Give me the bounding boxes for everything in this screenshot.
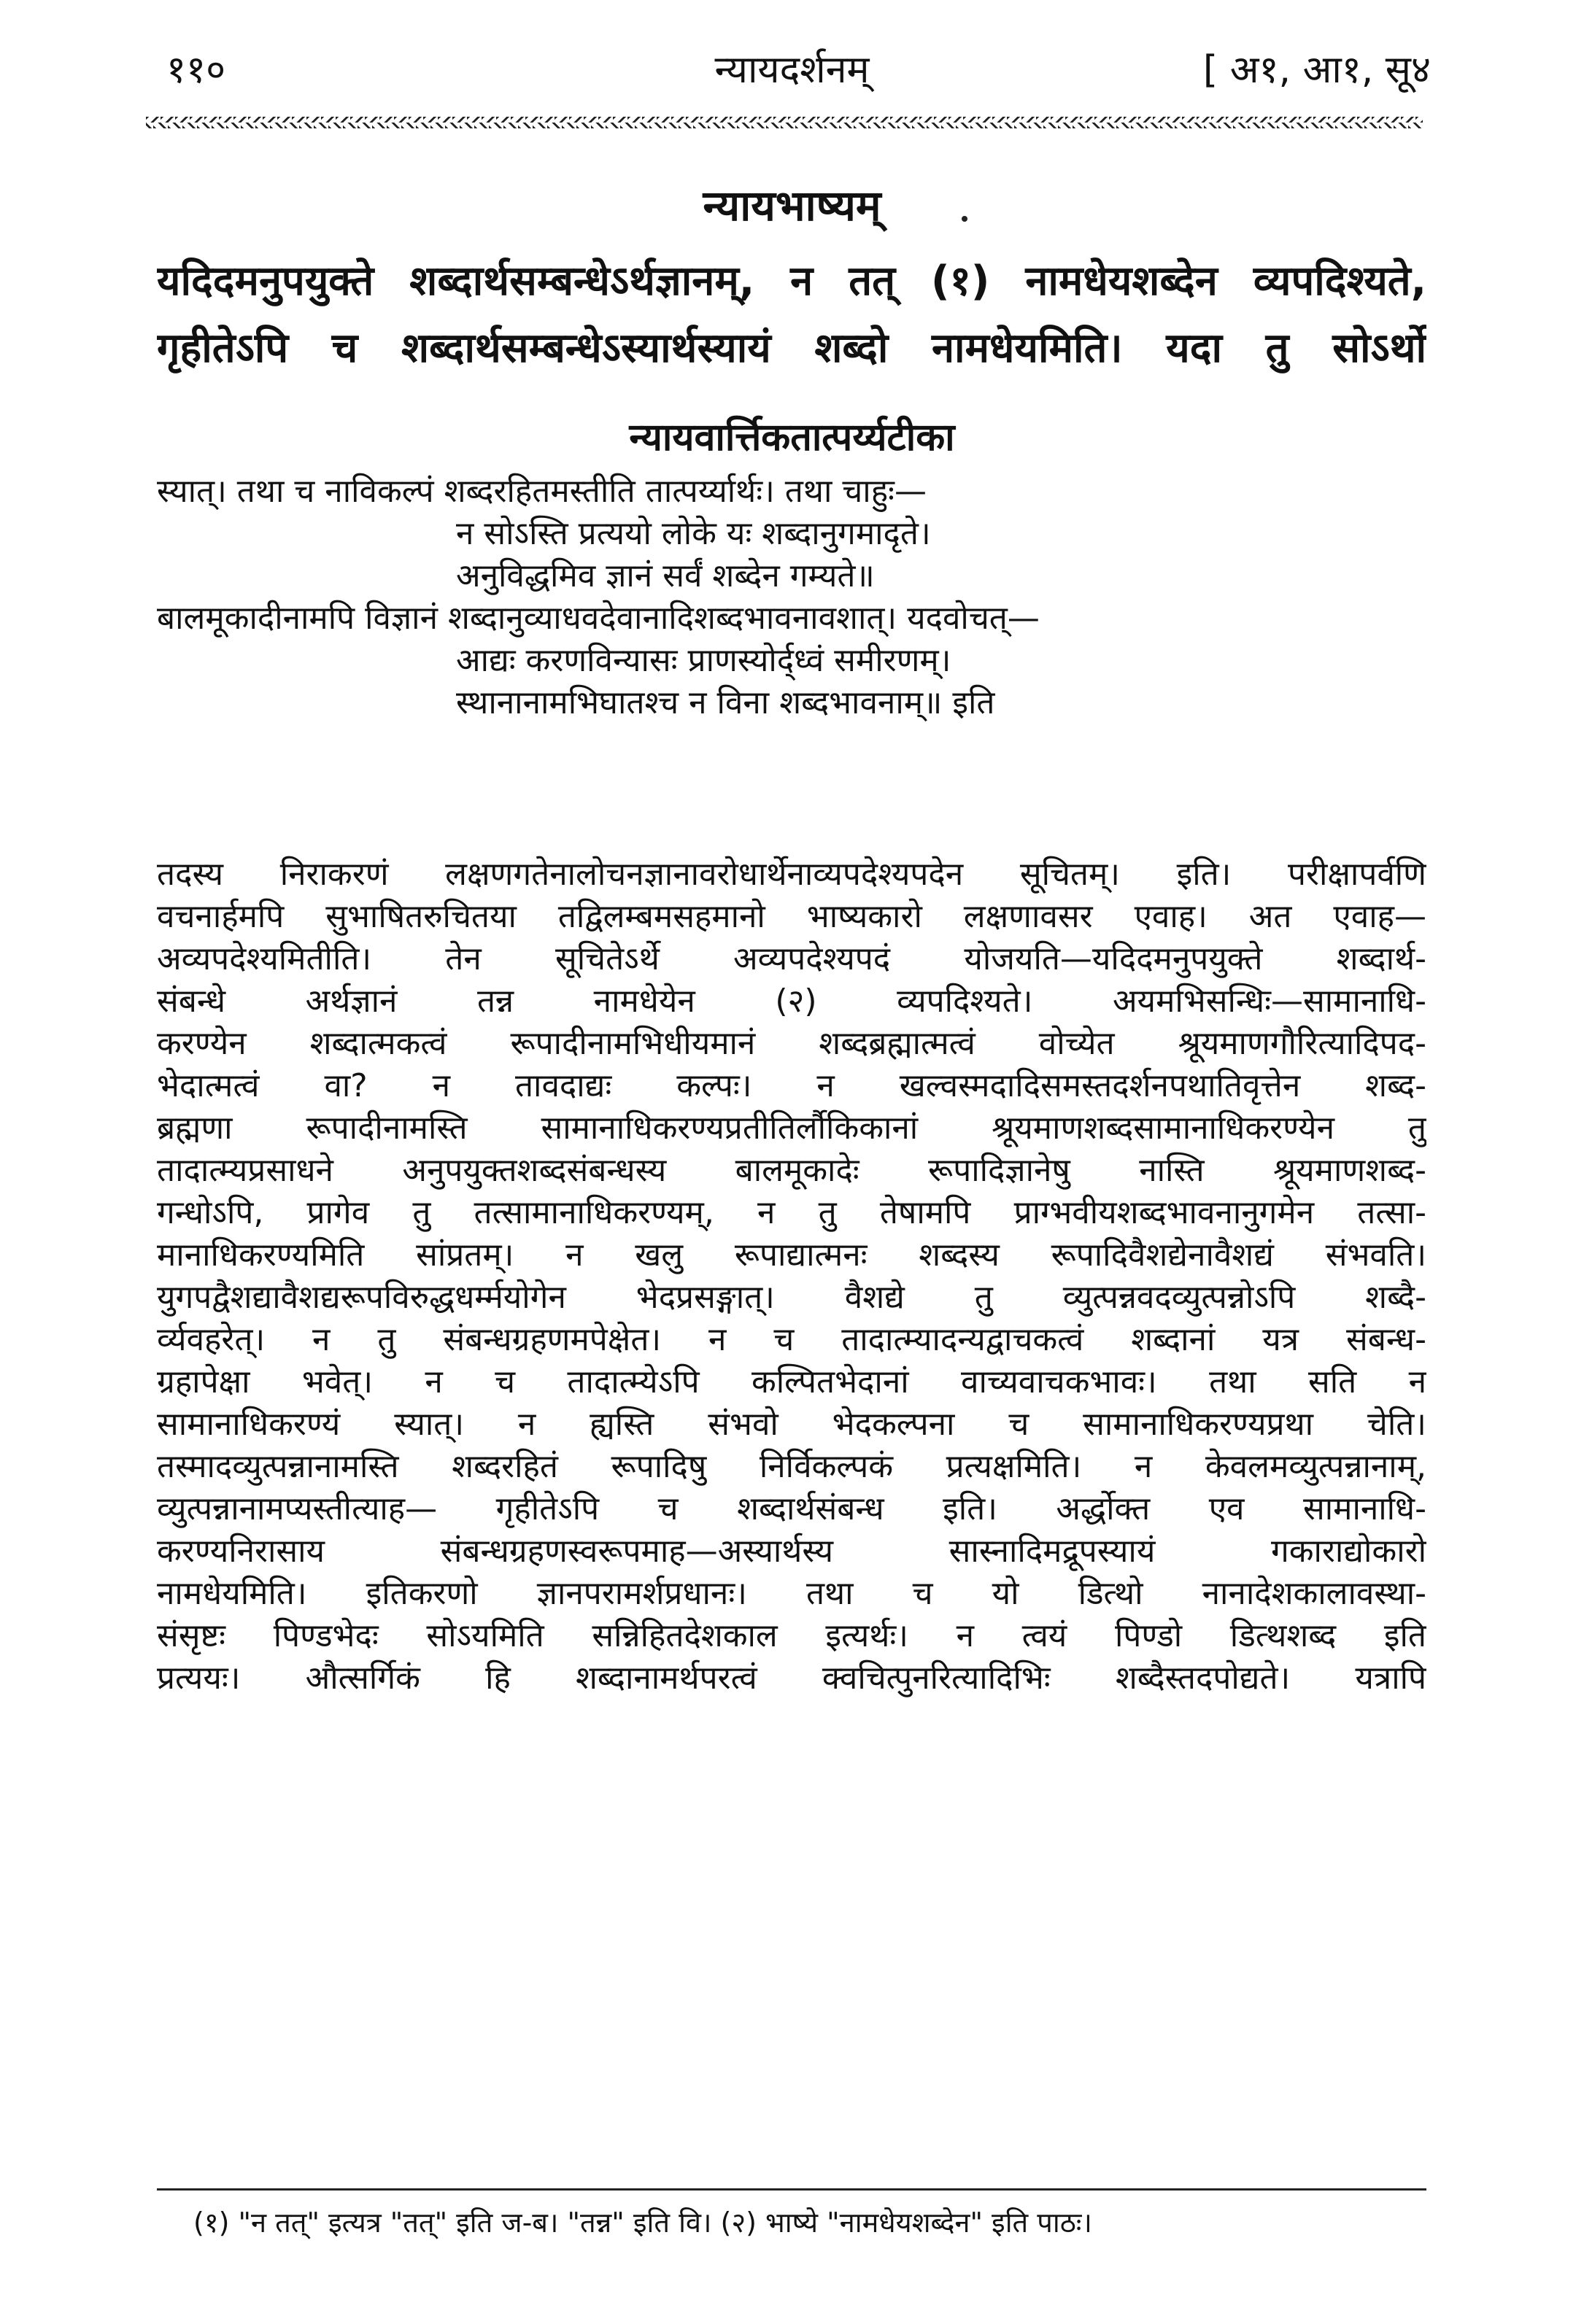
page-number: ११० [166, 48, 226, 92]
tika-line: वचनार्हमपि सुभाषितरुचितया तद्विलम्बमसहमानो भाष्यकारो लक्षणावसर एवाह। अत एवाह— [157, 898, 1426, 935]
footnote: (१) "न तत्" इत्यत्र "तत्" इति ज-ब। "तन्न" इति वि। (२) भाष्ये "नामधेयशब्देन" इति पाठः। [193, 2207, 1092, 2239]
tika-line: व्युत्पन्नानामप्यस्तीत्याह— गृहीतेऽपि च शब्दार्थसंबन्ध इति। अर्द्धोक्त एव सामानाधि- [157, 1490, 1426, 1527]
tika-line: मानाधिकरण्यमिति सांप्रतम्। न खलु रूपाद्यात्मनः शब्दस्य रूपादिवैशद्येनावैशद्यं संभवति। [157, 1236, 1426, 1274]
tika-line: तादात्म्यप्रसाधने अनुपयुक्तशब्दसंबन्धस्य बालमूकादेः रूपादिज्ञानेषु नास्ति श्रूयमाणशब्द- [157, 1152, 1426, 1189]
tika-commentary [157, 470, 1426, 724]
bhashya-line: यदिदमनुपयुक्ते शब्दार्थसम्बन्धेऽर्थज्ञानम्, न तत् (१) नामधेयशब्देन व्यपदिश्यते, [157, 257, 1426, 305]
verse-line: अनुविद्धमिव ज्ञानं सर्वं शब्देन गम्यते॥ [456, 557, 875, 594]
tika-line: अव्यपदेश्यमितीति। तेन सूचितेऽर्थे अव्यपदेश्यपदं योजयति—यदिदमनुपयुक्ते शब्दार्थ- [157, 940, 1426, 977]
print-speck [962, 216, 967, 222]
bhashya-heading: न्यायभाष्यम् [703, 181, 881, 231]
tika-line: भेदात्मत्वं वा? न तावदाद्यः कल्पः। न खल्वस्मदादिसमस्तदर्शनपथातिवृत्तेन शब्द- [157, 1067, 1426, 1104]
tika-line: गन्धोऽपि, प्रागेव तु तत्सामानाधिकरण्यम्, न तु तेषामपि प्राग्भवीयशब्दभावनानुगमेन तत्सा- [157, 1194, 1426, 1231]
tika-line: नामधेयमिति। इतिकरणो ज्ञानपरामर्शप्रधानः। तथा च यो डित्थो नानादेशकालावस्था- [157, 1575, 1426, 1612]
tika-line: संसृष्टः पिण्डभेदः सोऽयमिति सन्निहितदेशकाल इत्यर्थः। न त्वयं पिण्डो डित्थशब्द इति [157, 1617, 1426, 1654]
verse-line: न सोऽस्ति प्रत्ययो लोके यः शब्दानुगमादृते। [456, 515, 931, 552]
tika-line: युगपद्वैशद्यावैशद्यरूपविरुद्धधर्म्मयोगेन भेदप्रसङ्गात्। वैशद्ये तु व्युत्पन्नवदव्युत्पन्नोऽपि शब्दै- [157, 1279, 1426, 1316]
bhashya-line: गृहीतेऽपि च शब्दार्थसम्बन्धेऽस्यार्थस्यायं शब्दो नामधेयमिति। यदा तु सोऽर्थो [157, 325, 1426, 372]
tika-line: संबन्धे अर्थज्ञानं तन्न नामधेयेन (२) व्यपदिश्यते। अयमभिसन्धिः—सामानाधि- [157, 983, 1426, 1020]
header-wavy-rule [146, 117, 1423, 128]
section-reference: [ अ१, आ१, सू४ [1202, 48, 1431, 92]
tika-line: तस्मादव्युत्पन्नानामस्ति शब्दरहितं रूपादिषु निर्विकल्पकं प्रत्यक्षमिति। न केवलमव्युत्पन्नानाम्, [157, 1448, 1426, 1485]
footnote-rule [157, 2188, 1426, 2191]
tika-line: तदस्य निराकरणं लक्षणगतेनालोचनज्ञानावरोधार्थेनाव्यपदेश्यपदेन सूचितम्। इति। परीक्षापर्वणि [157, 856, 1426, 893]
tika-line: ग्रहापेक्षा भवेत्। न च तादात्म्येऽपि कल्पितभेदानां वाच्यवाचकभावः। तथा सति न [157, 1363, 1426, 1401]
tika-line: ब्रह्मणा रूपादीनामस्ति सामानाधिकरण्यप्रतीतिर्लौकिकानां श्रूयमाणशब्दसामानाधिकरण्येन तु [157, 1109, 1426, 1147]
tika-heading: न्यायवार्त्तिकतात्पर्य्यटीका [629, 416, 955, 460]
tika-line: सामानाधिकरण्यं स्यात्। न ह्यस्ति संभवो भेदकल्पना च सामानाधिकरण्यप्रथा चेति। [157, 1406, 1426, 1443]
verse-line: स्थानानामभिघातश्च न विना शब्दभावनाम्॥ इति [456, 684, 995, 721]
tika-line: र्व्यवहरेत्। न तु संबन्धग्रहणमपेक्षेत। न च तादात्म्यादन्यद्वाचकत्वं शब्दानां यत्र संबन्ध- [157, 1321, 1426, 1358]
bhashya-text [157, 248, 1426, 382]
tika-line: करण्यनिरासाय संबन्धग्रहणस्वरूपमाह—अस्यार्थस्य सास्नादिमद्रूपस्यायं गकाराद्योकारो [157, 1533, 1426, 1570]
verse-line: आद्यः करणविन्यासः प्राणस्योर्द्ध्वं समीरणम्। [456, 642, 951, 679]
tika-line: प्रत्ययः। औत्सर्गिकं हि शब्दानामर्थपरत्वं क्वचित्पुनरित्यादिभिः शब्दैस्तदपोद्यते। यत्रापि [157, 1659, 1426, 1697]
tika-prose [157, 853, 1426, 1700]
tika-line: बालमूकादीनामपि विज्ञानं शब्दानुव्याधवदेवानादिशब्दभावनावशात्। यदवोचत्— [157, 600, 1040, 637]
running-title: न्यायदर्शनम् [714, 48, 870, 92]
tika-line: करण्येन शब्दात्मकत्वं रूपादीनामभिधीयमानं शब्दब्रह्मात्मत्वं वोच्येत श्रूयमाणगौरित्यादिपद- [157, 1025, 1426, 1062]
tika-line: स्यात्। तथा च नाविकल्पं शब्दरहितमस्तीति तात्पर्य्यार्थः। तथा चाहुः— [157, 473, 927, 510]
